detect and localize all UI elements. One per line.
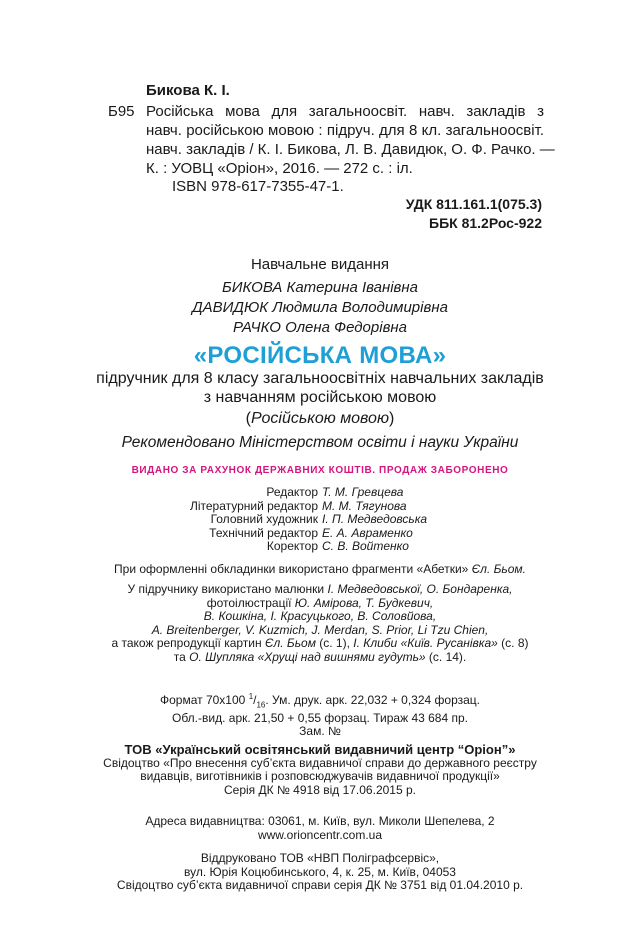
language-paren-close: )	[388, 410, 395, 427]
authors-list	[0, 278, 640, 338]
illus-text: (с. 1),	[319, 636, 350, 650]
staff-name: С. В. Войтенко	[322, 539, 409, 553]
format-fraction-num: 1	[248, 692, 254, 701]
illus-line	[0, 597, 640, 611]
catalog-line: навч. закладів / К. І. Бикова, Л. В. Давидюк, О. Ф. Рачко. —	[146, 141, 555, 158]
cover-note-text: При оформленні обкладинки використано фрагменти «Абетки»	[114, 562, 469, 576]
staff-role: Технічний редактор	[209, 525, 318, 540]
format-line: Зам. №	[299, 724, 341, 739]
illus-line	[0, 651, 640, 665]
staff-row	[0, 486, 640, 500]
illus-line	[0, 624, 640, 638]
website-link[interactable]: www.orioncentr.com.ua	[257, 827, 383, 842]
illus-text: (с. 8)	[501, 636, 529, 650]
udk-code: УДК 811.161.1(075.3)	[405, 196, 542, 212]
illus-text: фотоілюстрації	[206, 595, 292, 610]
catalog-author-heading: Бикова К. І.	[146, 82, 230, 99]
staff-credits	[0, 486, 640, 554]
format-sheets: . Ум. друк. арк. 22,032 + 0,324 форзац.	[265, 693, 480, 707]
language-note	[0, 410, 640, 428]
illus-text: а також репродукції картин	[111, 636, 262, 650]
staff-name: І. П. Медведовська	[322, 512, 428, 526]
staff-role: Коректор	[266, 539, 318, 553]
illus-names: «Київ. Русанівка»	[400, 636, 498, 650]
printer-line: Свідоцтво суб’єкта видавничої справи серія ДК № 3751 від 01.04.2010 р.	[116, 878, 524, 892]
staff-name: Т. М. Гревцева	[322, 485, 404, 499]
staff-name: М. М. Тягунова	[322, 498, 407, 513]
illustration-credits	[0, 583, 640, 664]
bbk-code: ББК 81.2Рос-922	[429, 215, 542, 231]
illus-names: І. Медведовської, О. Бондаренка,	[327, 582, 513, 596]
staff-name: Е. А. Авраменко	[322, 525, 413, 540]
illus-line	[0, 583, 640, 597]
subtitle-line: підручник для 8 класу загальноосвітніх навчальних закладів	[96, 370, 544, 387]
printer-line: Віддруковано ТОВ «НВП Поліграфсервіс»,	[200, 851, 440, 865]
illus-names: В. Кошкіна, І. Красуцького, В. Соловйова,	[203, 609, 437, 623]
printer-line: вул. Юрія Коцюбинського, 4, к. 25, м. Київ, 04053	[184, 864, 456, 879]
staff-row	[0, 513, 640, 527]
illus-line	[0, 637, 640, 651]
publisher-info	[0, 743, 640, 797]
author-name: ДАВИДЮК Людмила Володимирівна	[192, 299, 448, 316]
illus-names: Ю. Амірова, Т. Будкевич,	[294, 595, 434, 610]
author-name: БИКОВА Катерина Іванівна	[221, 279, 418, 296]
staff-row	[0, 500, 640, 514]
illus-text: У підручнику використано малюнки	[127, 582, 325, 596]
illus-names: «Хрущі над вишнями гудуть»	[257, 649, 426, 664]
printer-info	[0, 852, 640, 893]
edition-type: Навчальне видання	[250, 256, 390, 273]
illus-text: та	[173, 649, 186, 664]
catalog-line: Російська мова для загальноосвіт. навч. закладів з	[146, 103, 544, 120]
catalog-description	[146, 102, 555, 178]
print-format	[0, 690, 640, 739]
staff-role: Головний художник	[210, 512, 318, 526]
catalog-line: навч. російською мовою : підруч. для 8 кл. загальноосвіт.	[146, 122, 544, 139]
publisher-name: ТОВ «Український освітянський видавничий центр “Оріон”»	[124, 742, 516, 757]
language-paren-open: (	[245, 410, 251, 427]
funded-notice: ВИДАНО ЗА РАХУНОК ДЕРЖАВНИХ КОШТІВ. ПРОДАЖ ЗАБОРОНЕНО	[131, 465, 509, 476]
publisher-line: Серія ДК № 4918 від 17.06.2015 р.	[224, 782, 416, 797]
book-subtitle	[0, 369, 640, 407]
language-name: Російською мовою	[251, 410, 389, 427]
subtitle-line: з навчанням російською мовою	[203, 389, 437, 406]
format-size: Формат 70x100	[160, 693, 246, 707]
isbn: ISBN 978-617-7355-47-1.	[172, 178, 344, 195]
illus-names: І. Клиби	[353, 636, 398, 650]
publisher-line: Свідоцтво «Про внесення суб’єкта видавничої справи до державного реєстру	[103, 755, 537, 770]
illus-names: Єл. Бьом	[264, 636, 316, 650]
format-fraction-den: 16	[256, 700, 266, 710]
catalog-code: Б95	[108, 103, 135, 120]
format-line: Обл.-вид. арк. 21,50 + 0,55 форзац. Тираж 43 684 пр.	[172, 710, 468, 725]
illus-names: A. Breitenberger, V. Kuzmich, J. Merdan, S. Prior, Li Tzu Chien,	[151, 622, 489, 637]
staff-row	[0, 540, 640, 554]
catalog-line: К. : УОВЦ «Оріон», 2016. — 272 с. : іл.	[146, 160, 413, 177]
staff-role: Літературний редактор	[189, 498, 318, 513]
publisher-line: видавців, виготівників і розповсюджувачів видавничої продукції»	[140, 769, 500, 783]
illus-names: О. Шупляка	[189, 649, 255, 664]
address-line: Адреса видавництва: 03061, м. Київ, вул. Миколи Шепелева, 2	[145, 814, 495, 828]
cover-note	[0, 562, 640, 576]
cover-artist: Єл. Бьом.	[471, 562, 526, 576]
staff-role: Редактор	[266, 485, 318, 499]
author-name: РАЧКО Олена Федорівна	[232, 319, 407, 336]
staff-row	[0, 527, 640, 541]
ministry-recommendation: Рекомендовано Міністерством освіти і науки України	[121, 434, 519, 451]
book-title: «РОСІЙСЬКА МОВА»	[193, 342, 447, 369]
publisher-address	[0, 815, 640, 842]
illus-text: (с. 14).	[428, 649, 467, 664]
format-line: Формат 70x100 $^1/_{16}$. Ум. друк. арк. 22,032 + 0,324 форзац.	[160, 692, 480, 710]
illus-line	[0, 610, 640, 624]
